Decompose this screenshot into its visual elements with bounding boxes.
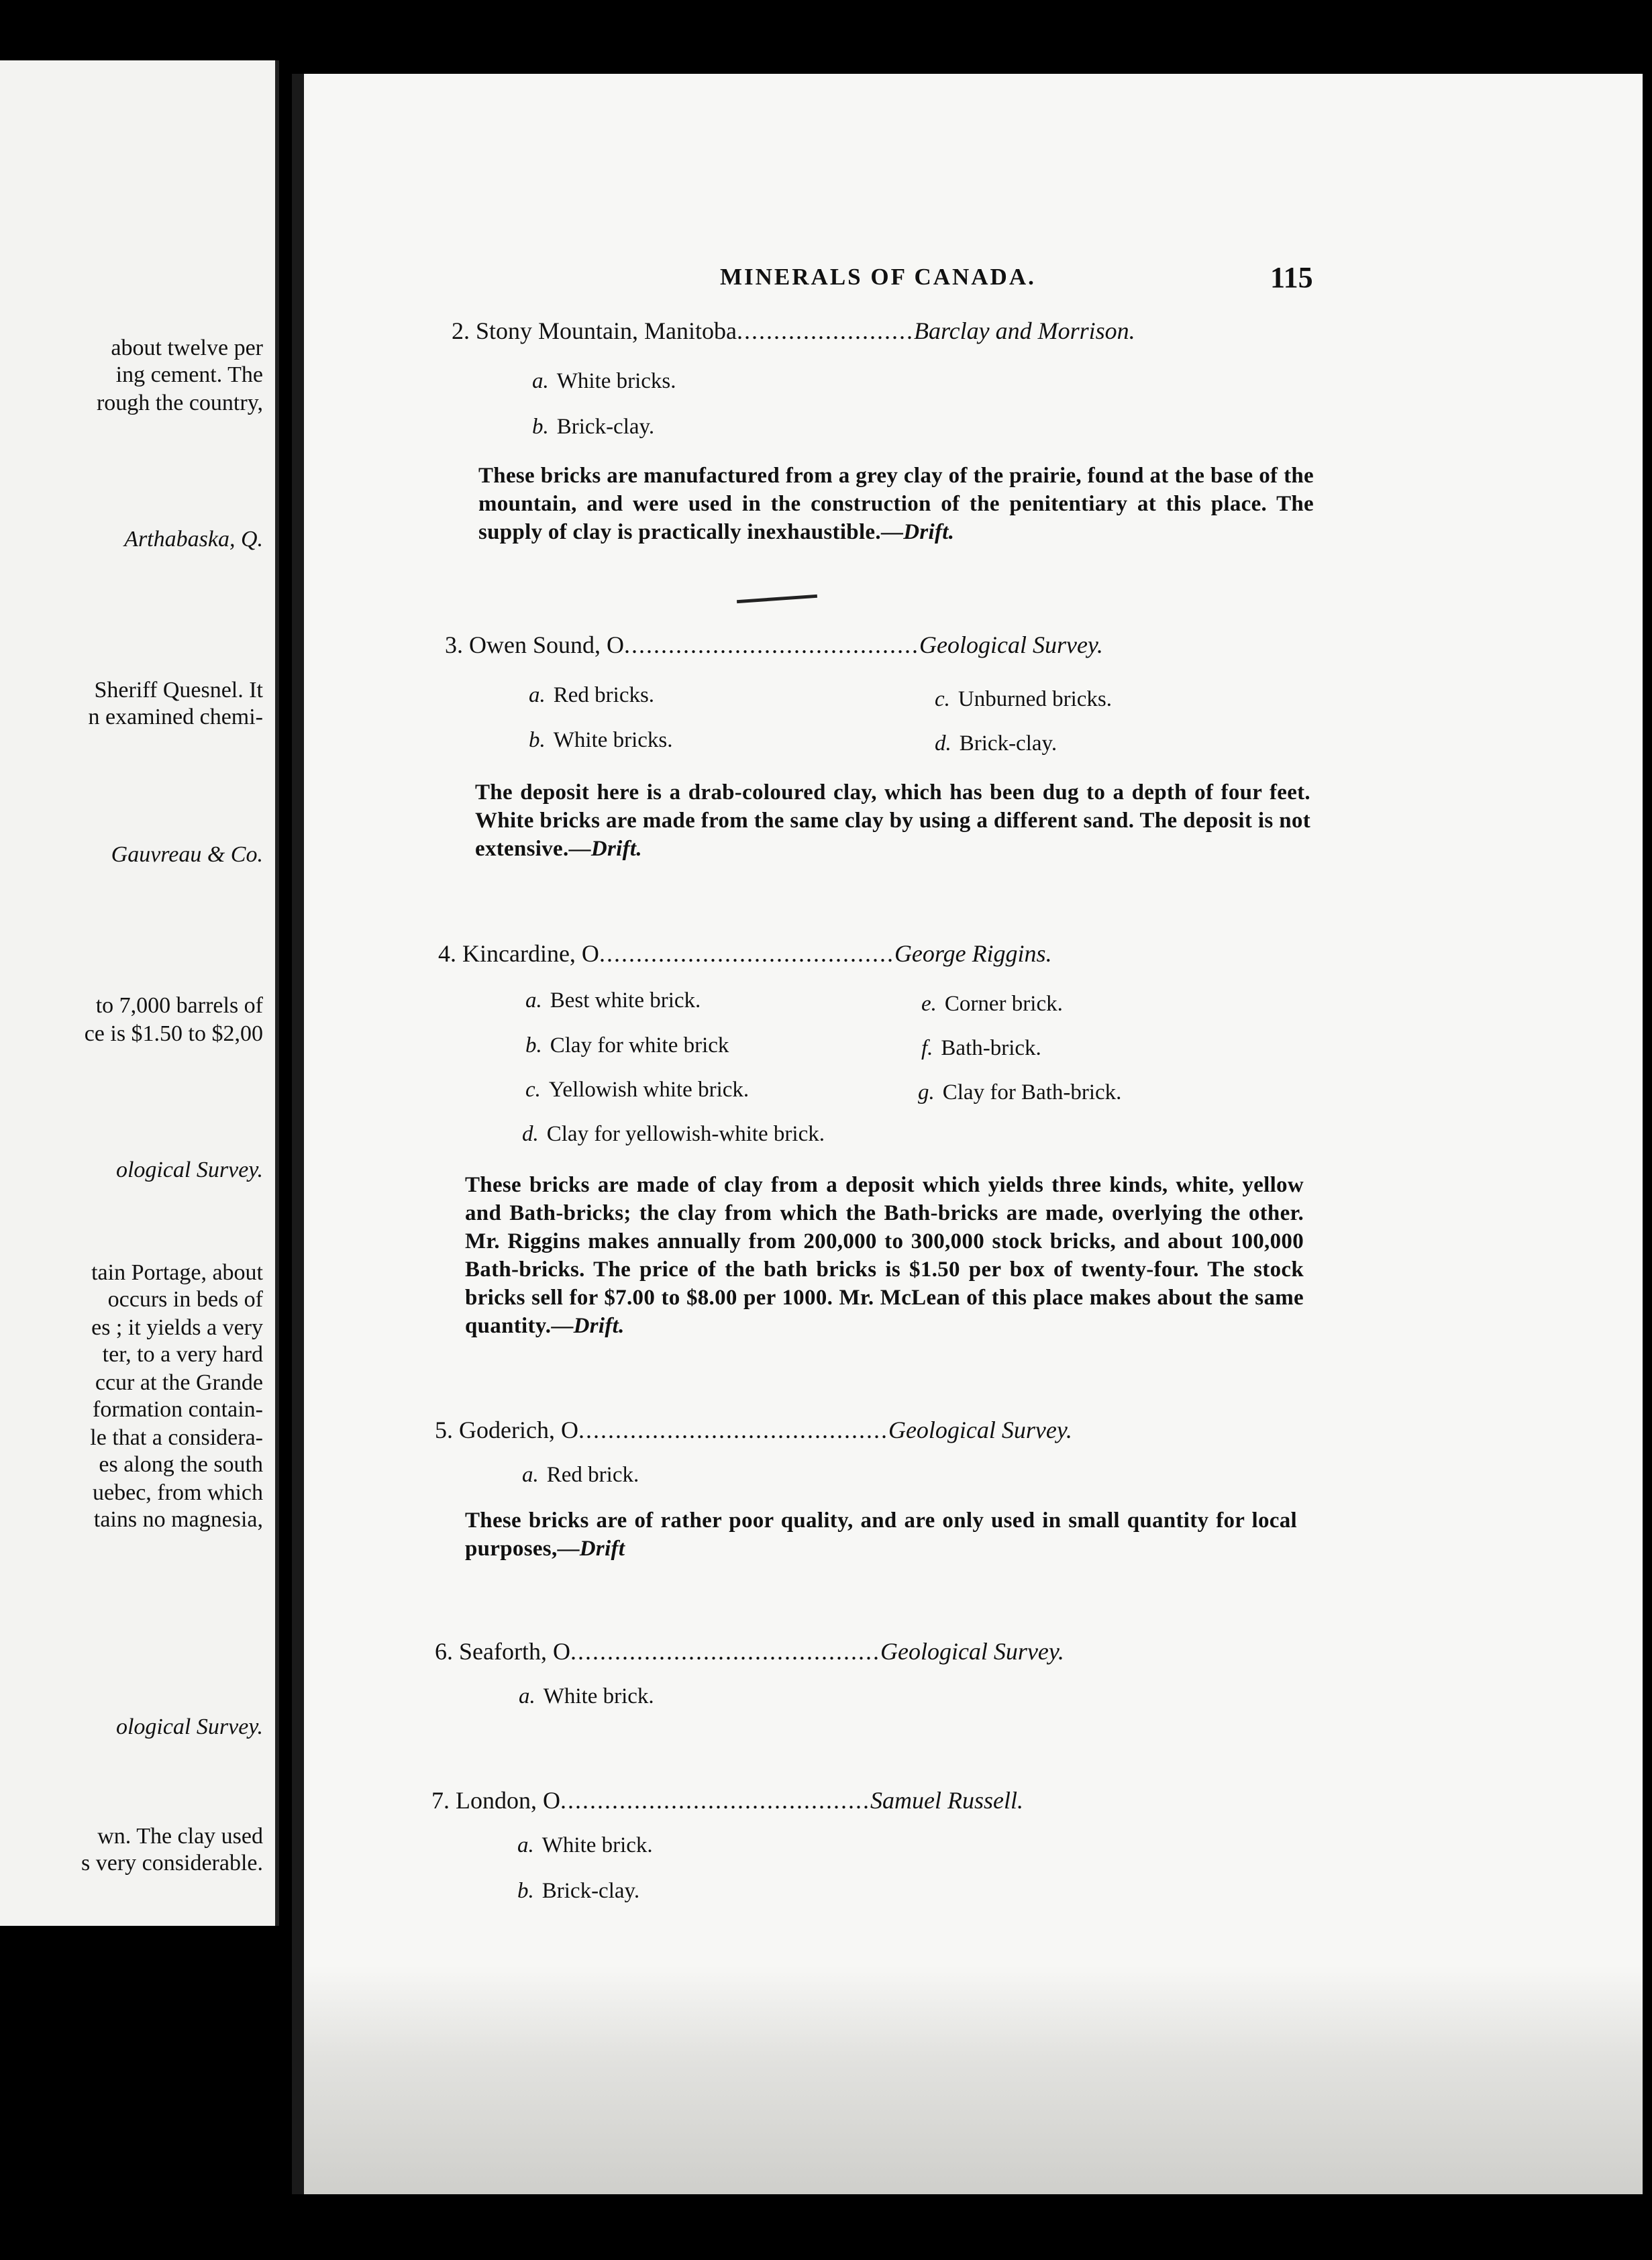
specimen-item: [921, 992, 1063, 1017]
left-page-line: uebec, from which: [93, 1480, 263, 1505]
left-page-line: ter, to a very hard: [102, 1342, 263, 1367]
paragraph-text: These bricks are made of clay from a deposit which yields three kinds, white, yellow and Bath-bricks; the clay from which the Bath-bricks are made, overlying the other. Mr. Riggins makes annually from 200,000 to 300,000 stock bricks, and about 100,000 Bath-bricks. The price of the bath bricks is $1.50 per box of twenty-four. The stock bricks sell for $7.00 to $8.00 per 1000. Mr. McLean of this place makes about the same quantity.—: [465, 1173, 1304, 1338]
entry-paragraph: [478, 462, 1314, 546]
leader-dots: ..........................................: [560, 1787, 870, 1814]
item-text: Clay for yellowish-white brick.: [546, 1122, 825, 1146]
specimen-item: [522, 1122, 825, 1147]
left-page-fragment: [0, 60, 279, 1926]
entry-source: Barclay and Morrison.: [914, 317, 1135, 344]
entry-paragraph: [475, 778, 1310, 863]
entry-title: [445, 631, 1103, 659]
entry-location: 3. Owen Sound, O: [445, 631, 624, 658]
item-letter: a.: [529, 683, 546, 707]
right-page: [292, 74, 1643, 2194]
entry-paragraph: [465, 1171, 1304, 1340]
specimen-item: [517, 1879, 639, 1904]
entry-source: Geological Survey.: [880, 1638, 1064, 1665]
item-text: Yellowish white brick.: [548, 1078, 750, 1102]
item-letter: a.: [525, 988, 542, 1013]
specimen-item: [525, 1078, 749, 1102]
paragraph-text: The deposit here is a drab-coloured clay, which has been dug to a depth of four feet. White bricks are made from the same clay by using a different sand. The deposit is not extensive.—: [475, 780, 1310, 861]
left-page-line: Sheriff Quesnel. It: [94, 678, 263, 703]
item-letter: a.: [532, 369, 549, 393]
left-page-line: n examined chemi-: [88, 705, 263, 729]
entry-location: 4. Kincardine, O: [438, 940, 599, 967]
item-text: Red brick.: [546, 1463, 639, 1487]
item-text: Clay for Bath-brick.: [942, 1080, 1122, 1105]
specimen-item: [525, 988, 701, 1013]
item-letter: d.: [522, 1122, 539, 1146]
item-letter: b.: [532, 415, 549, 439]
leader-dots: ..........................................: [570, 1638, 880, 1665]
item-text: Clay for white brick: [550, 1033, 729, 1058]
left-page-line: ccur at the Grande: [95, 1370, 263, 1395]
specimen-item: [525, 1033, 729, 1058]
specimen-item: [522, 1463, 639, 1488]
item-letter: a.: [522, 1463, 539, 1487]
item-letter: g.: [918, 1080, 935, 1105]
left-page-line: rough the country,: [96, 391, 263, 415]
leader-dots: ........................................: [599, 940, 894, 967]
left-page-line: wn. The clay used: [97, 1824, 263, 1849]
item-text: Unburned bricks.: [958, 687, 1113, 711]
item-letter: b.: [517, 1879, 534, 1903]
left-page-line: formation contain-: [93, 1397, 263, 1422]
entry-source: Samuel Russell.: [870, 1787, 1023, 1814]
entry-location: 7. London, O: [431, 1787, 560, 1814]
item-text: Best white brick.: [550, 988, 701, 1013]
paragraph-text: These bricks are of rather poor quality, and are only used in small quantity for local purposes,—: [465, 1508, 1297, 1561]
entry-title: [435, 1416, 1072, 1444]
leader-dots: ..........................................: [578, 1417, 888, 1443]
left-page-line: about twelve per: [111, 336, 263, 360]
paragraph-text: These bricks are manufactured from a grey clay of the prairie, found at the base of the mountain, and were used in the construction of the penitentiary at this place. The supply of clay is practically inexhaustible.—: [478, 464, 1314, 544]
item-text: White bricks.: [553, 728, 673, 752]
entry-source: George Riggins.: [894, 940, 1052, 967]
left-page-line: ological Survey.: [115, 1158, 263, 1182]
specimen-item: [918, 1080, 1121, 1105]
specimen-item: [529, 683, 654, 708]
specimen-item: [921, 1036, 1041, 1061]
item-text: White brick.: [541, 1833, 653, 1857]
entry-location: 5. Goderich, O: [435, 1417, 578, 1443]
item-text: Bath-brick.: [941, 1036, 1041, 1060]
left-page-line: Gauvreau & Co.: [111, 842, 263, 867]
item-letter: e.: [921, 992, 937, 1016]
left-page-line: s very considerable.: [81, 1851, 263, 1876]
entry-location: 6. Seaforth, O: [435, 1638, 570, 1665]
left-page-line: ing cement. The: [115, 362, 263, 387]
entry-source: Geological Survey.: [919, 631, 1103, 658]
specimen-item: [519, 1684, 654, 1709]
specimen-item: [532, 415, 654, 440]
specimen-item: [935, 687, 1112, 712]
drift-note: Drift.: [590, 837, 642, 861]
running-header: MINERALS OF CANADA.: [720, 264, 1036, 290]
item-text: Red bricks.: [553, 683, 655, 707]
entry-title: [431, 1786, 1023, 1814]
item-letter: a.: [517, 1833, 534, 1857]
section-rule: [737, 595, 817, 603]
item-letter: b.: [525, 1033, 542, 1058]
item-text: Corner brick.: [944, 992, 1063, 1016]
left-page-line: tains no magnesia,: [93, 1507, 263, 1532]
item-text: White brick.: [543, 1684, 654, 1708]
left-page-line: es along the south: [99, 1452, 263, 1477]
page-bottom-edge: [304, 1966, 1643, 2194]
item-text: Brick-clay.: [541, 1879, 640, 1903]
entry-paragraph: [465, 1506, 1297, 1563]
drift-note: Drift: [579, 1537, 625, 1561]
specimen-item: [517, 1833, 653, 1858]
left-page-line: es ; it yields a very: [91, 1315, 263, 1340]
leader-dots: ........................................: [624, 631, 919, 658]
entry-title: [438, 939, 1052, 968]
item-text: Brick-clay.: [959, 731, 1057, 756]
specimen-item: [532, 369, 676, 394]
specimen-item: [935, 731, 1057, 756]
drift-note: Drift.: [903, 520, 955, 544]
left-page-line: to 7,000 barrels of: [95, 993, 263, 1018]
page-number: 115: [1270, 261, 1313, 294]
left-page-line: le that a considera-: [90, 1425, 263, 1450]
drift-note: Drift.: [573, 1314, 625, 1338]
left-page-line: ce is $1.50 to $2,00: [84, 1021, 263, 1046]
left-page-line: Arthabaska, Q.: [124, 527, 263, 552]
entry-location: 2. Stony Mountain, Manitoba: [452, 317, 737, 344]
entry-source: Geological Survey.: [888, 1417, 1072, 1443]
leader-dots: ........................: [737, 317, 914, 344]
item-letter: a.: [519, 1684, 535, 1708]
item-text: White bricks.: [556, 369, 676, 393]
item-letter: b.: [529, 728, 546, 752]
item-text: Brick-clay.: [556, 415, 655, 439]
left-page-line: tain Portage, about: [91, 1260, 263, 1285]
item-letter: c.: [525, 1078, 541, 1102]
item-letter: d.: [935, 731, 951, 756]
item-letter: c.: [935, 687, 950, 711]
entry-title: [452, 317, 1135, 345]
item-letter: f.: [921, 1036, 933, 1060]
entry-title: [435, 1637, 1064, 1665]
specimen-item: [529, 728, 673, 753]
left-page-line: ological Survey.: [115, 1714, 263, 1739]
left-page-line: occurs in beds of: [107, 1287, 263, 1312]
